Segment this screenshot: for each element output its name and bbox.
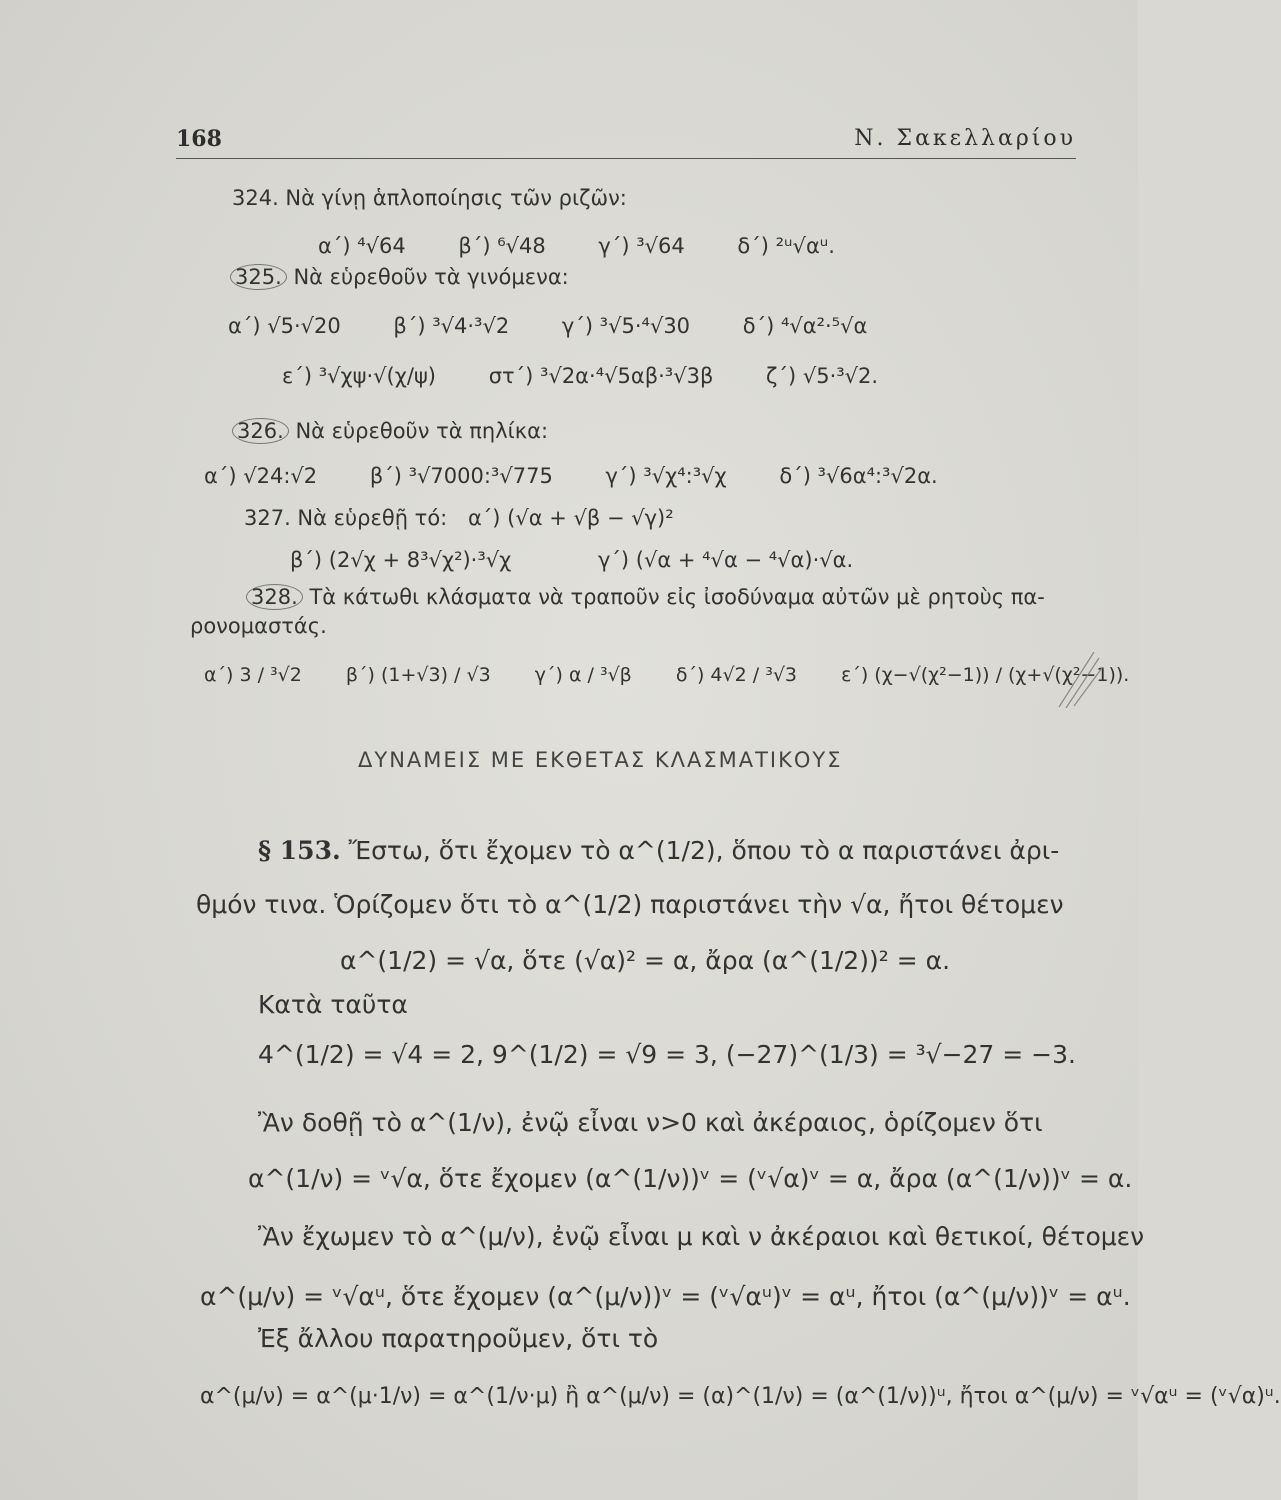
- exercise-327-row2: [290, 548, 899, 572]
- exercise-328-title: Τὰ κάτωθι κλάσματα νὰ τραποῦν εἰς ἰσοδύναμα αὐτῶν μὲ ρητοὺς πα-: [309, 585, 1045, 609]
- page-header: [176, 118, 1076, 159]
- exercise-326-number: 326.: [232, 418, 289, 444]
- exercise-328-item: α΄) 3 / ³√2: [204, 664, 302, 686]
- exercise-326-item: α΄) √24:√2: [204, 464, 318, 488]
- exercise-328-number: 328.: [246, 584, 303, 610]
- paragraph-153-line-1: [258, 836, 1059, 865]
- exercise-327-heading: [244, 506, 674, 530]
- exercise-328-heading: [246, 584, 1045, 610]
- paragraph-153-line-10: Ἐξ ἄλλου παρατηροῦμεν, ὅτι τὸ: [258, 1324, 659, 1353]
- exercise-328-item: ε΄) (χ−√(χ²−1)) / (χ+√(χ²−1)).: [841, 664, 1130, 686]
- exercise-326-heading: [232, 418, 548, 444]
- exercise-328-item: β΄) (1+√3) / √3: [345, 664, 491, 686]
- exercise-327-item-c: γ΄) (√α + ⁴√α − ⁴√α)·√α.: [597, 548, 854, 572]
- paragraph-153-line-8: Ἂν ἔχωμεν τὸ α^(μ/ν), ἐνῷ εἶναι μ καὶ ν ἀκέραιοι καὶ θετικοί, θέτομεν: [258, 1222, 1145, 1251]
- exercise-326-title: Νὰ εὑρεθοῦν τὰ πηλίκα:: [295, 419, 549, 443]
- exercise-327-item-a: α΄) (√α + √β − √γ)²: [467, 506, 674, 530]
- running-head: Ν. Σακελλαρίου: [854, 126, 1076, 151]
- exercise-328-title-cont: ρονομαστάς.: [190, 614, 327, 638]
- exercise-325-row1: [228, 314, 913, 338]
- exercise-326-item: β΄) ³√7000:³√775: [369, 464, 553, 488]
- exercise-326-items: [204, 464, 984, 488]
- exercise-325-item: γ΄) ³√5·⁴√30: [561, 314, 691, 338]
- paragraph-text: Ἔστω, ὅτι ἔχομεν τὸ α^(1/2), ὅπου τὸ α παριστάνει ἀρι-: [348, 836, 1060, 865]
- section-title: ΔΥΝΑΜΕΙΣ ΜΕ ΕΚΘΕΤΑΣ ΚΛΑΣΜΑΤΙΚΟΥΣ: [358, 748, 843, 772]
- exercise-325-item: ζ΄) √5·³√2.: [766, 364, 879, 388]
- exercise-325-item: δ΄) ⁴√α²·⁵√α: [742, 314, 868, 338]
- exercise-328-item: δ΄) 4√2 / ³√3: [675, 664, 798, 686]
- paragraph-153-line-3: α^(1/2) = √α, ὅτε (√α)² = α, ἄρα (α^(1/2))² = α.: [340, 946, 951, 975]
- paragraph-153-line-9: α^(μ/ν) = ᵛ√αᵘ, ὅτε ἔχομεν (α^(μ/ν))ᵛ = (ᵛ√αᵘ)ᵛ = αᵘ, ἤτοι (α^(μ/ν))ᵛ = αᵘ.: [200, 1282, 1131, 1311]
- paragraph-153-line-4: Κατὰ ταῦτα: [258, 990, 408, 1019]
- exercise-324-items: [318, 234, 881, 258]
- exercise-327-item-b: β΄) (2√χ + 8³√χ²)·³√χ: [290, 548, 512, 572]
- paragraph-153-line-5: 4^(1/2) = √4 = 2, 9^(1/2) = √9 = 3, (−27)^(1/3) = ³√−27 = −3.: [258, 1040, 1076, 1069]
- exercise-327-title: 327. Νὰ εὑρεθῇ τό:: [244, 506, 448, 530]
- page-number: 168: [176, 126, 222, 152]
- paragraph-153-line-6: Ἂν δοθῇ τὸ α^(1/ν), ἐνῷ εἶναι ν>0 καὶ ἀκέραιος, ὁρίζομεν ὅτι: [258, 1108, 1043, 1137]
- exercise-326-item: δ΄) ³√6α⁴:³√2α.: [779, 464, 938, 488]
- paragraph-label: § 153.: [258, 836, 341, 865]
- exercise-324-item: δ΄) ²ᵘ√αᵘ.: [737, 234, 835, 258]
- exercise-326-item: γ΄) ³√χ⁴:³√χ: [605, 464, 727, 488]
- paragraph-153-line-11: α^(μ/ν) = α^(μ·1/ν) = α^(1/ν·μ) ἢ α^(μ/ν) = (α)^(1/ν) = (α^(1/ν))ᵘ, ἤτοι α^(μ/ν) = ᵛ√αᵘ = (ᵛ√α)ᵘ.: [200, 1384, 1281, 1409]
- paragraph-153-line-7: α^(1/ν) = ᵛ√α, ὅτε ἔχομεν (α^(1/ν))ᵛ = (ᵛ√α)ᵛ = α, ἄρα (α^(1/ν))ᵛ = α.: [248, 1164, 1133, 1193]
- exercise-325-item: ε΄) ³√χψ·√(χ/ψ): [282, 364, 437, 388]
- exercise-325-item: στ΄) ³√2α·⁴√5αβ·³√3β: [488, 364, 714, 388]
- exercise-325-title: Νὰ εὑρεθοῦν τὰ γινόμενα:: [293, 265, 569, 289]
- exercise-325-heading: [230, 264, 569, 290]
- exercise-324-item: β΄) ⁶√48: [458, 234, 546, 258]
- pencil-mark: [1054, 632, 1104, 712]
- exercise-325-number: 325.: [230, 264, 287, 290]
- exercise-328-item: γ΄) α / ³√β: [534, 664, 632, 686]
- exercise-325-row2: [282, 364, 924, 388]
- exercise-324-title: 324. Νὰ γίνῃ ἁπλοποίησις τῶν ριζῶν:: [232, 186, 627, 210]
- exercise-325-item: α΄) √5·√20: [228, 314, 341, 338]
- paragraph-153-line-2: θμόν τινα. Ὁρίζομεν ὅτι τὸ α^(1/2) παριστάνει τὴν √α, ἤτοι θέτομεν: [196, 890, 1064, 919]
- exercise-324-item: γ΄) ³√64: [598, 234, 685, 258]
- exercise-328-items: [204, 664, 1129, 686]
- exercise-324-item: α΄) ⁴√64: [318, 234, 406, 258]
- exercise-325-item: β΄) ³√4·³√2: [393, 314, 510, 338]
